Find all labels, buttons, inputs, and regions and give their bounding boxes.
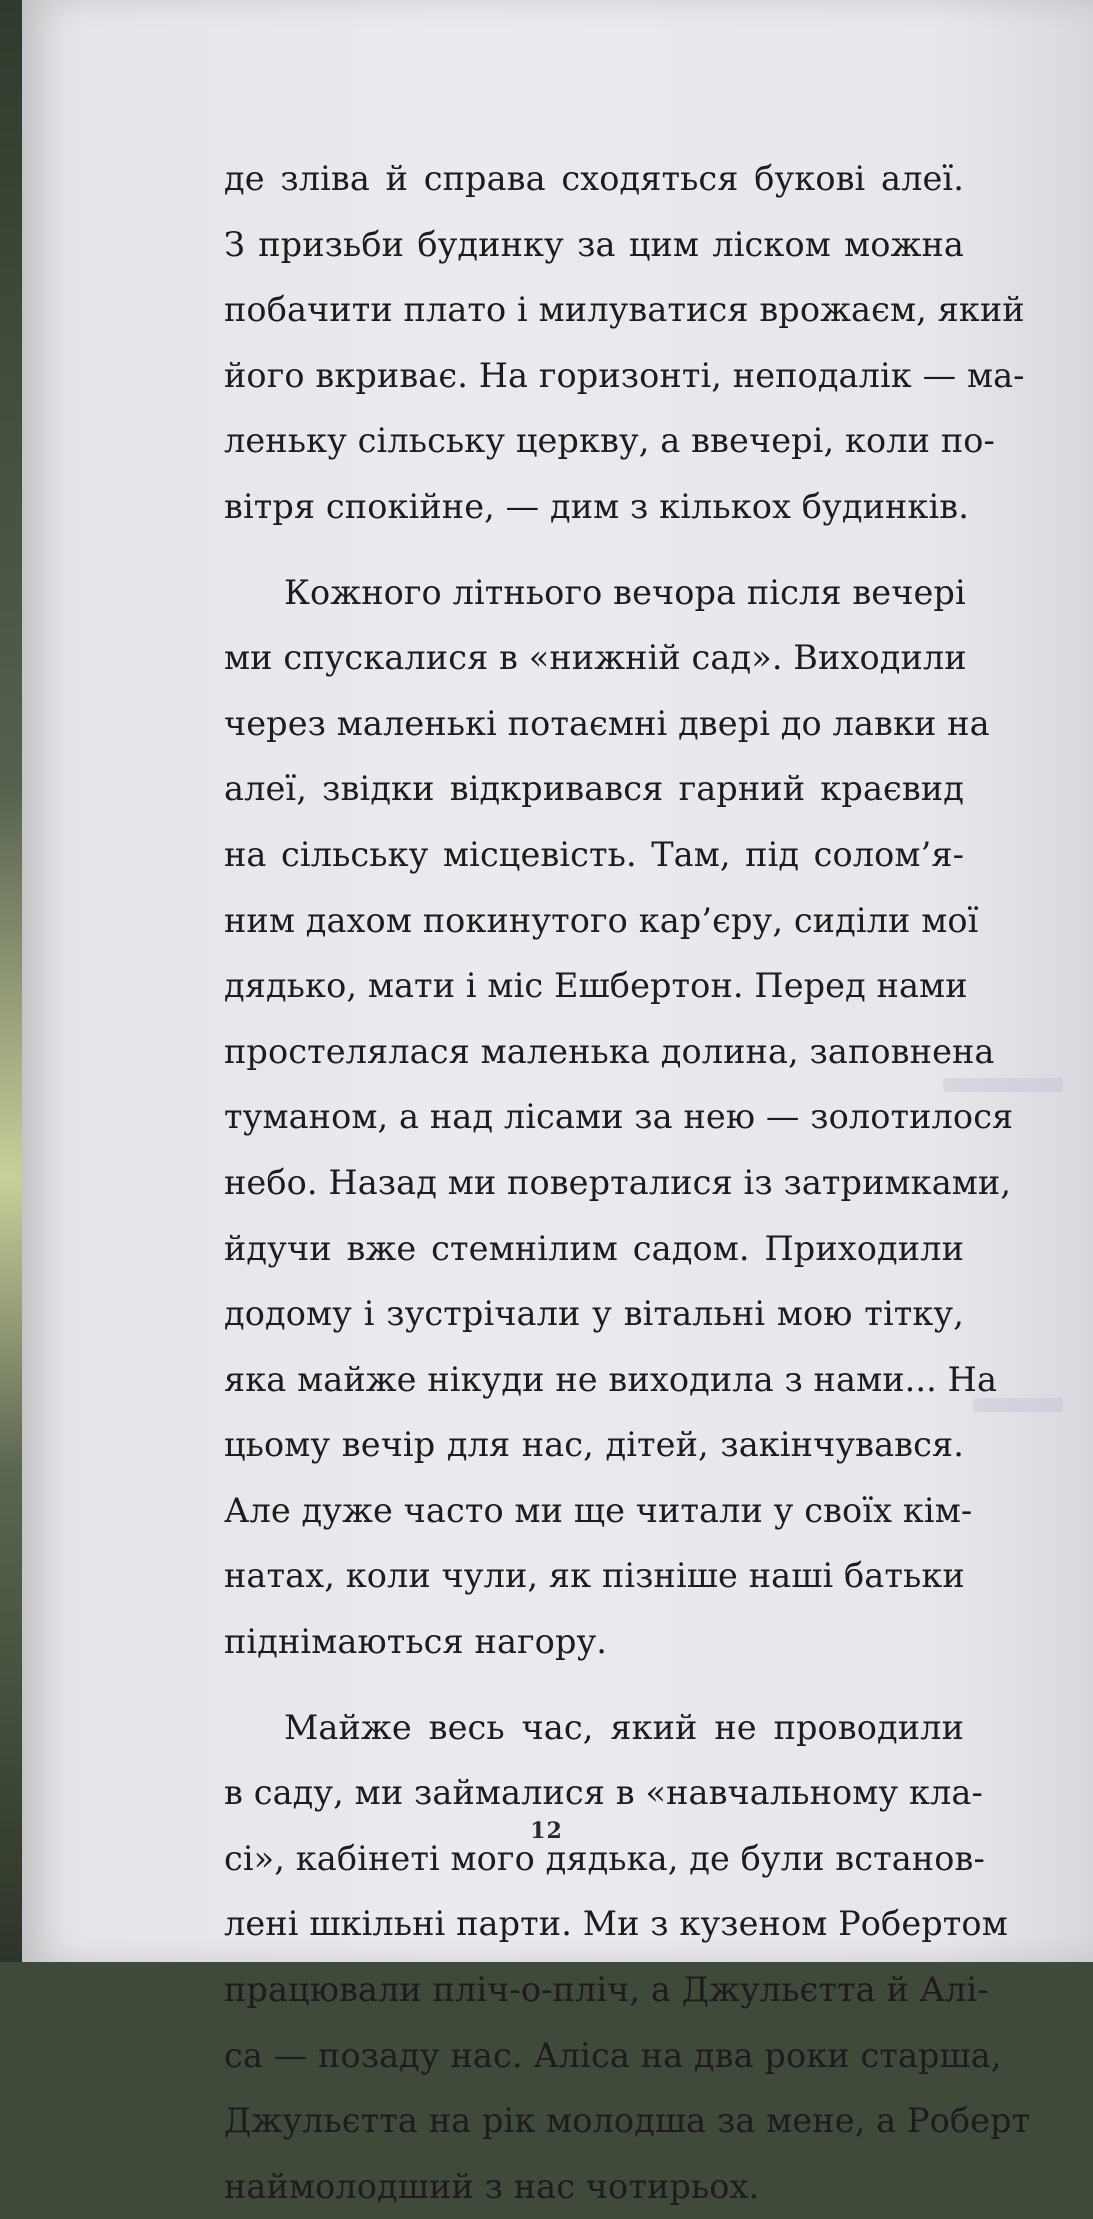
text-line: Але дуже часто ми ще читали у своїх кім- bbox=[224, 1490, 973, 1530]
text-line: в саду, ми займалися в «навчальному кла- bbox=[224, 1773, 983, 1813]
text-line: де зліва й справа сходяться букові алеї. bbox=[224, 159, 964, 198]
text-line: Джульєтта на рік молодша за мене, а Роберт bbox=[224, 2101, 1031, 2141]
text-line: дядько, мати і міс Ешбертон. Перед нами bbox=[224, 966, 968, 1006]
text-line: його вкриває. На горизонті, неподалік — ма- bbox=[224, 355, 1025, 395]
text-line: на сільську місцевість. Там, під солом’я- bbox=[224, 834, 964, 874]
text-line: ми спускалися в «нижній сад». Виходили bbox=[224, 638, 967, 678]
text-line: З призьби будинку за цим ліском можна bbox=[224, 224, 964, 264]
text-line: через маленькі потаємні двері до лавки на bbox=[224, 703, 990, 743]
page-number: 12 bbox=[530, 1818, 563, 1844]
paragraph-gap bbox=[224, 1675, 964, 1695]
text-line: алеї, звідки відкривався гарний краєвид bbox=[224, 769, 964, 809]
paragraph bbox=[224, 146, 1025, 540]
show-through-mark bbox=[973, 1398, 1063, 1412]
text-line: простелялася маленька долина, заповнена bbox=[224, 1031, 995, 1071]
text-line: піднімаються нагору. bbox=[224, 1622, 608, 1662]
text-line: леньку сільську церкву, а ввечері, коли по- bbox=[224, 421, 995, 461]
paragraph-gap bbox=[224, 540, 964, 560]
text-line: лені шкільні парти. Ми з кузеном Робертом bbox=[224, 1904, 1008, 1944]
text-line: туманом, а над лісами за нею — золотилося bbox=[224, 1097, 1014, 1137]
text-line: цьому вечір для нас, дітей, закінчувався. bbox=[224, 1425, 964, 1465]
text-line: сі», кабінеті мого дядька, де були встанов- bbox=[224, 1838, 985, 1878]
paragraph bbox=[224, 1695, 1031, 2219]
text-line: Кожного літнього вечора після вечері bbox=[284, 572, 966, 612]
text-line: небо. Назад ми поверталися із затримками, bbox=[224, 1162, 1012, 1202]
text-line: наймолодший з нас чотирьох. bbox=[224, 2166, 760, 2206]
text-line: побачити плато і милуватися врожаєм, який bbox=[224, 290, 1025, 330]
paragraph bbox=[224, 560, 1014, 1675]
text-line: натах, коли чули, як пізніше наші батьки bbox=[224, 1556, 965, 1596]
text-line: вітря спокійне, — дим з кількох будинків. bbox=[224, 486, 969, 526]
text-line: ним дахом покинутого кар’єру, сиділи мої bbox=[224, 900, 979, 940]
body-text bbox=[224, 146, 1031, 2219]
text-line: Майже весь час, який не проводили bbox=[284, 1707, 964, 1747]
text-line: яка майже нікуди не виходила з нами... На bbox=[224, 1359, 998, 1399]
text-line: додому і зустрічали у вітальні мою тітку, bbox=[224, 1294, 964, 1334]
text-line: працювали пліч-о-пліч, а Джульєтта й Алі- bbox=[224, 1970, 989, 2010]
text-line: йдучи вже стемнілим садом. Приходили bbox=[224, 1228, 964, 1268]
text-line: са — позаду нас. Аліса на два роки старша, bbox=[224, 2035, 1002, 2075]
